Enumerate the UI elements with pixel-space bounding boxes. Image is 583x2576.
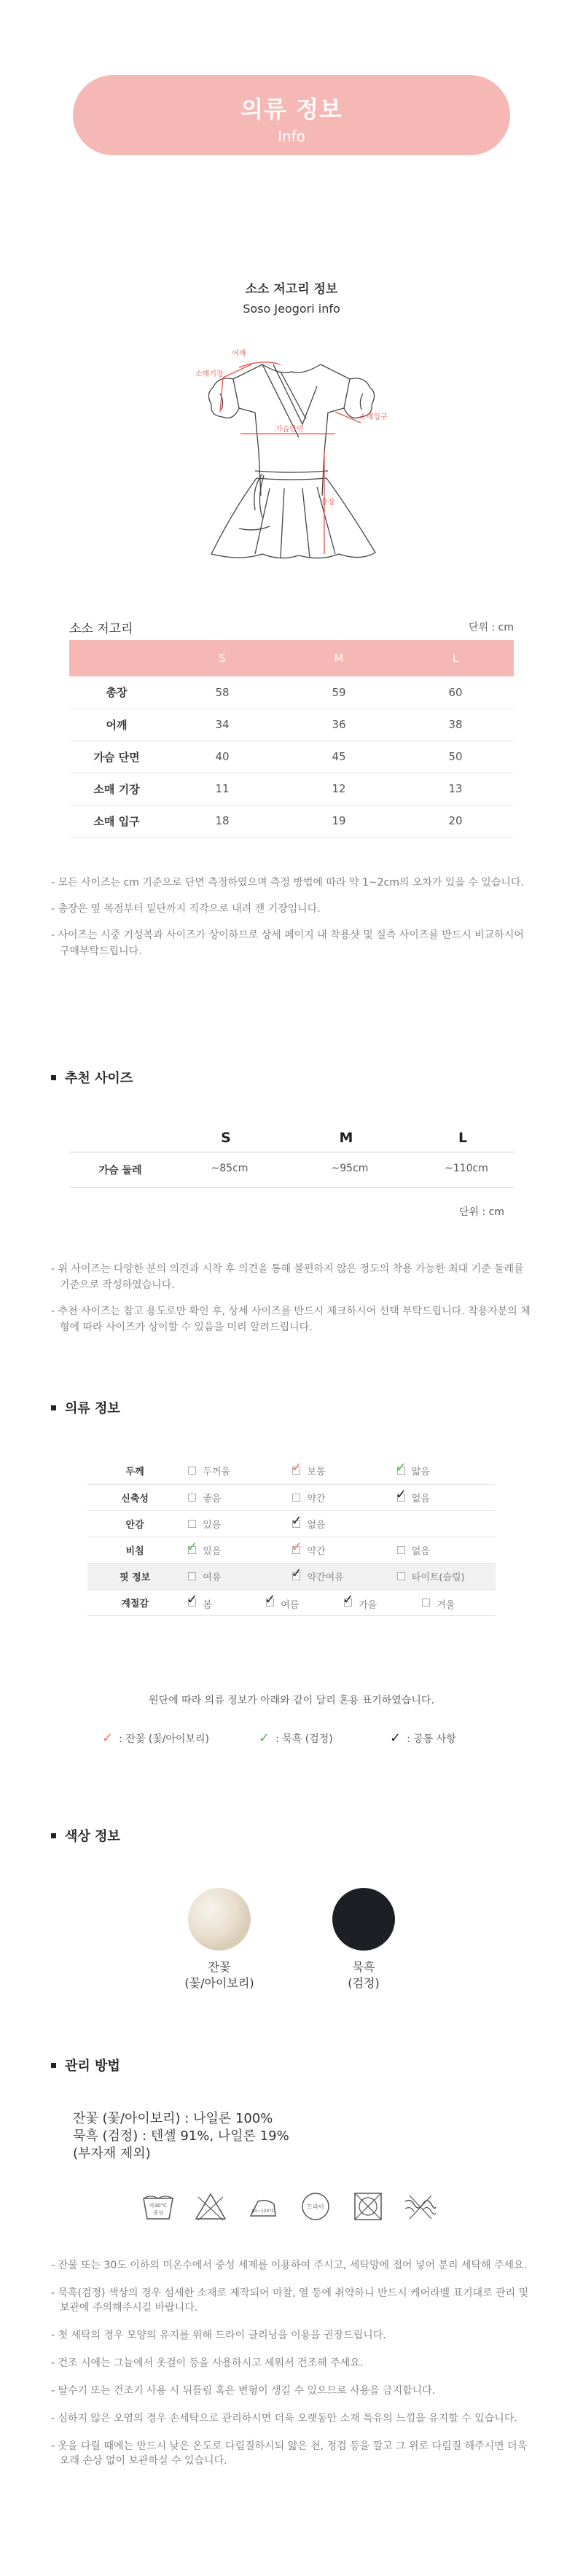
note: - 모든 사이즈는 cm 기준으로 단면 측정하였으며 측정 방법에 따라 약 1~2cm의 오차가 있을 수 있습니다. (51, 877, 524, 889)
rec-col-l: L (458, 1130, 468, 1146)
cell: 12 (281, 773, 397, 805)
check-green-icon: ✓ (259, 1730, 270, 1746)
option-label: 없음 (411, 1493, 430, 1504)
care-notes (51, 2258, 532, 2481)
note: - 추천 사이즈는 참고 용도로만 확인 후, 상세 사이즈를 반드시 체크하시어 선택 부탁드립니다. 착용자분의 체형에 따라 사이즈가 상이할 수 있음을 미리 알려드립니다. (51, 1305, 531, 1333)
svg-text:약30°C: 약30°C (149, 2203, 168, 2209)
option (265, 1591, 300, 1611)
cell: 36 (281, 709, 397, 741)
row-label: 어깨 (69, 709, 164, 741)
note: - 심하지 않은 오염의 경우 손세탁으로 관리하시면 더욱 오랫동안 소재 특유의 느낌을 유지할 수 있습니다. (51, 2413, 517, 2424)
material-line: 잔꽃 (꽃/아이보리) : 나일론 100% (73, 2111, 273, 2126)
note: - 사이즈는 시중 기성복과 사이즈가 상이하므로 상세 페이지 내 착용샷 및 실측 사이즈를 반드시 비교하시어 구매부탁드립니다. (51, 929, 524, 957)
rec-row-label: 가슴 둘레 (98, 1165, 142, 1176)
care-icons (140, 2188, 446, 2232)
legend-label: : 묵흑 (검정) (275, 1733, 333, 1745)
option (182, 1484, 286, 1510)
option-label: 약간 (307, 1545, 326, 1557)
check-green-icon: ✓ (187, 1539, 198, 1555)
row-label: 총장 (69, 676, 164, 709)
option-label: 얇음 (411, 1467, 430, 1478)
check-pink-icon: ✓ (291, 1539, 302, 1555)
dry-clean-icon (297, 2188, 334, 2225)
cell: 18 (164, 805, 281, 837)
swatch-sub: (검정) (348, 1976, 380, 1990)
label-sleeve-opening: 소매입구 (359, 413, 388, 421)
option (391, 1537, 496, 1563)
check-black-icon: ✓ (343, 1591, 354, 1607)
checkbox-icon (188, 1520, 196, 1528)
season-options (182, 1589, 496, 1615)
option (286, 1537, 391, 1563)
table-row (87, 1510, 496, 1537)
option-label: 여유 (203, 1572, 222, 1583)
cell: 38 (397, 709, 514, 741)
table-row (69, 709, 514, 741)
header-title-en: Info (278, 128, 305, 145)
size-col-s: S (164, 640, 281, 676)
table-row (69, 805, 514, 837)
check-black-icon: ✓ (395, 1486, 407, 1502)
rec-value-m: ~95cm (331, 1163, 369, 1174)
option (422, 1597, 455, 1611)
option (182, 1458, 286, 1484)
header-title-ko: 의류 정보 (240, 95, 343, 123)
swatch-label (305, 1959, 422, 1991)
option (391, 1458, 496, 1484)
table-row (69, 773, 514, 805)
check-green-icon: ✓ (395, 1460, 407, 1475)
jeogori-title-en: Soso Jeogori info (243, 302, 340, 316)
row-label: 계절감 (87, 1589, 182, 1615)
size-unit: 단위 : cm (468, 622, 514, 633)
jeogori-measurement-figure (153, 343, 430, 590)
checkbox-icon (397, 1572, 405, 1580)
check-black-icon: ✓ (390, 1730, 402, 1746)
check-pink-icon: ✓ (291, 1460, 302, 1475)
note: - 위 사이즈는 다양한 분의 의견과 시착 후 의견을 통해 불편하지 않은 정도의 착용 가능한 최대 기준 둘레를 기준으로 작성하였습니다. (51, 1263, 524, 1291)
cell: 45 (281, 741, 397, 773)
jeogori-title-ko: 소소 저고리 정보 (245, 282, 338, 297)
option-label: 약간 (307, 1493, 326, 1504)
table-row (87, 1458, 496, 1484)
option (182, 1563, 286, 1589)
size-table-title: 소소 저고리 (69, 622, 133, 636)
option-label: 보통 (307, 1467, 326, 1478)
checkbox-icon (188, 1467, 196, 1475)
option-label: 타이트(슬림) (411, 1572, 465, 1583)
note: - 탈수기 또는 건조기 사용 시 뒤틀림 혹은 변형이 생길 수 있으므로 사용을 금지합니다. (51, 2385, 436, 2397)
option-label: 없음 (307, 1519, 326, 1531)
recommend-notes (51, 1261, 532, 1346)
note: - 묵흑(검정) 색상의 경우 섬세한 소재로 제작되어 마찰, 열 등에 취약하니 반드시 케어라벨 표기대로 관리 및 보관에 주의해주시길 바랍니다. (51, 2287, 529, 2314)
no-tumble-dry-icon (350, 2188, 386, 2225)
table-row (69, 676, 514, 709)
fabric-table (87, 1458, 496, 1616)
info-header-pill (73, 75, 510, 155)
svg-text:드라이: 드라이 (307, 2204, 324, 2210)
option-label: 두꺼움 (203, 1467, 230, 1478)
row-label: 신축성 (87, 1484, 182, 1510)
row-label: 가슴 단면 (69, 741, 164, 773)
legend-label: : 잔꽃 (꽃/아이보리) (119, 1733, 210, 1745)
material-line: (부자재 제외) (73, 2146, 151, 2161)
label-chest: 가슴단면 (275, 426, 304, 434)
option-label: 약간여유 (307, 1572, 344, 1583)
option (286, 1458, 391, 1484)
cell: 13 (397, 773, 514, 805)
recommend-row (69, 1152, 514, 1188)
legend-item (390, 1730, 456, 1746)
table-row (87, 1589, 496, 1615)
option (182, 1537, 286, 1563)
option (343, 1591, 377, 1611)
fabric-heading: 의류 정보 (51, 1398, 120, 1417)
materials (73, 2110, 289, 2163)
note: - 건조 시에는 그늘에서 옷걸이 등을 사용하시고 세워서 건조해 주세요. (51, 2357, 364, 2369)
row-label: 소매 기장 (69, 773, 164, 805)
checkbox-icon (292, 1494, 300, 1502)
rec-col-m: M (339, 1130, 353, 1146)
cell: 50 (397, 741, 514, 773)
row-label: 비침 (87, 1537, 182, 1563)
note: - 총장은 옆 목점부터 밑단까지 직각으로 내려 잰 기장입니다. (51, 903, 321, 915)
option-label: 여름 (281, 1599, 300, 1611)
note: - 옷을 다릴 때에는 반드시 낮은 온도로 다림질하시되 얇은 천, 정검 등을 깔고 그 위로 다림질 해주시면 더욱 오래 손상 없이 보관하실 수 있습니다. (51, 2440, 528, 2467)
rec-col-s: S (221, 1130, 231, 1146)
label-shoulder: 어깨 (232, 350, 246, 358)
table-row (69, 741, 514, 773)
hand-wash-icon (140, 2188, 176, 2225)
fabric-caption: 원단에 따라 의류 정보가 아래와 같이 달리 혼용 표기하였습니다. (149, 1695, 434, 1706)
colors-heading: 색상 정보 (51, 1826, 120, 1845)
legend-item (259, 1730, 333, 1746)
option (187, 1591, 212, 1611)
legend-label: : 공통 사항 (407, 1733, 456, 1745)
note: - 잔물 또는 30도 이하의 미온수에서 중성 세제를 이용하여 주시고, 세탁망에 접어 넣어 분리 세탁해 주세요. (51, 2260, 528, 2271)
rec-unit: 단위 : cm (459, 1206, 505, 1218)
option-label: 봄 (203, 1599, 212, 1611)
label-total-length: 총장 (321, 499, 335, 507)
option-label: 겨울 (437, 1599, 455, 1611)
checkbox-icon (397, 1546, 405, 1554)
option-label: 있음 (203, 1545, 222, 1557)
no-wring-icon (402, 2188, 439, 2225)
table-row (87, 1537, 496, 1563)
cell: 40 (164, 741, 281, 773)
option-empty (391, 1510, 496, 1537)
swatch-name: 묵흑 (352, 1960, 375, 1974)
table-row (87, 1563, 496, 1589)
check-black-icon: ✓ (291, 1513, 302, 1529)
cell: 60 (397, 676, 514, 709)
material-line: 묵흑 (검정) : 텐셀 91%, 나일론 19% (73, 2128, 289, 2144)
cell: 34 (164, 709, 281, 741)
check-black-icon: ✓ (265, 1591, 276, 1607)
size-table-header (69, 618, 514, 636)
checkbox-icon (422, 1599, 430, 1607)
option-label: 가을 (359, 1599, 377, 1611)
option (391, 1484, 496, 1510)
check-black-icon: ✓ (187, 1591, 198, 1607)
row-label: 소매 입구 (69, 805, 164, 837)
checkbox-icon (188, 1572, 196, 1580)
svg-text:중성: 중성 (153, 2210, 163, 2216)
cell: 58 (164, 676, 281, 709)
check-black-icon: ✓ (291, 1565, 302, 1581)
option-label: 없음 (411, 1545, 430, 1557)
label-sleeve-length: 소매기장 (195, 370, 224, 378)
option (286, 1510, 391, 1537)
option (286, 1484, 391, 1510)
row-label: 핏 정보 (87, 1563, 182, 1589)
svg-text:80~120°C: 80~120°C (251, 2209, 275, 2214)
option-label: 있음 (203, 1519, 222, 1531)
rec-value-s: ~85cm (211, 1163, 249, 1174)
cell: 19 (281, 805, 397, 837)
legend-item (102, 1730, 209, 1746)
swatch-name: 잔꽃 (208, 1960, 231, 1974)
swatch-sub: (꽃/아이보리) (184, 1976, 254, 1990)
size-col-empty (69, 640, 164, 676)
recommend-heading: 추천 사이즈 (51, 1068, 133, 1087)
size-table (69, 640, 514, 838)
check-pink-icon: ✓ (102, 1730, 114, 1746)
option (391, 1563, 496, 1589)
cell: 59 (281, 676, 397, 709)
option (286, 1563, 391, 1589)
row-label: 두께 (87, 1458, 182, 1484)
swatch-label (161, 1959, 278, 1991)
cell: 11 (164, 773, 281, 805)
swatch-ivory (188, 1888, 251, 1951)
size-notes (51, 875, 532, 969)
swatch-black (332, 1888, 395, 1951)
option-label: 좋음 (203, 1493, 222, 1504)
size-col-m: M (281, 640, 397, 676)
row-label: 안감 (87, 1510, 182, 1537)
no-bleach-icon (192, 2188, 229, 2225)
care-heading: 관리 방법 (51, 2056, 120, 2075)
table-row (87, 1484, 496, 1510)
checkbox-icon (188, 1494, 196, 1502)
iron-icon (245, 2188, 281, 2225)
cell: 20 (397, 805, 514, 837)
option (182, 1510, 286, 1537)
size-col-l: L (397, 640, 514, 676)
note: - 첫 세탁의 경우 모양의 유지를 위해 드라이 클리닝을 이용을 권장드립니다. (51, 2330, 386, 2341)
rec-value-l: ~110cm (445, 1163, 488, 1174)
